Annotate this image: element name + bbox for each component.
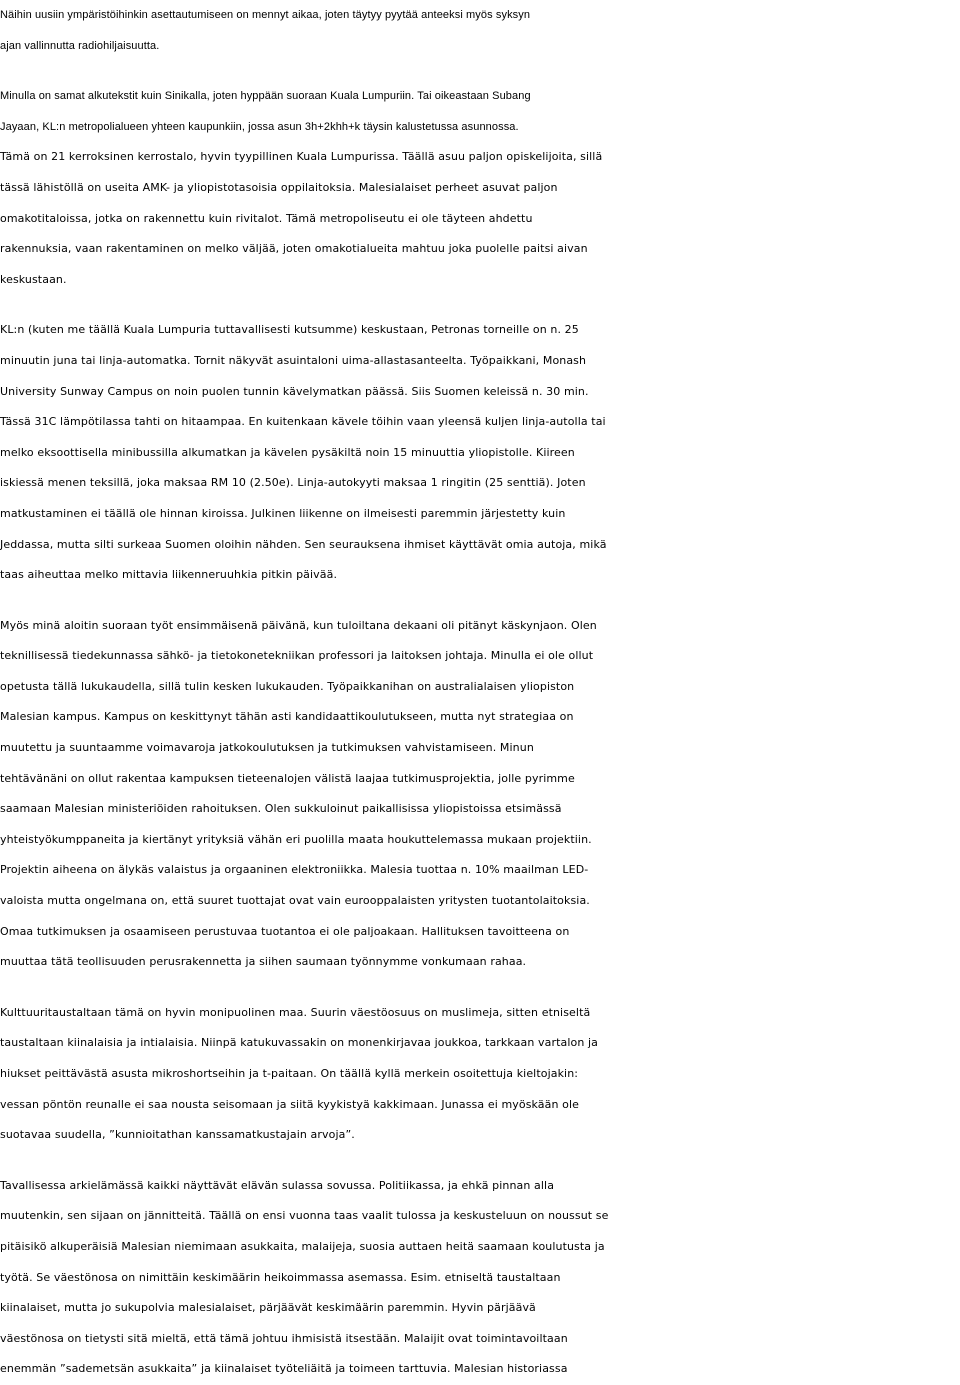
text-line: Omaa tutkimuksen ja osaamiseen perustuvaa tuotantoa ei ole paljoakaan. Hallituksen tavoitteena on — [0, 924, 570, 938]
text-line: KL:n (kuten me täällä Kuala Lumpuria tuttavallisesti kutsumme) keskustaan, Petronas torneille on n. 25 — [0, 323, 579, 337]
text-line: hiukset peittävästä asusta mikroshortseihin ja t-paitaan. On täällä kyllä merkein osoitettuja kieltojakin: — [0, 1067, 579, 1080]
text-line: melko eksoottisella minibussilla alkumatkan ja kävelen pysäkiltä noin 15 minuuttia yliopistolle. Kiireen — [0, 445, 575, 459]
text-line: iskiessä menen teksillä, joka maksaa RM 10 (2.50e). Linja-autokyyti maksaa 1 ringitin (25 senttiä). Joten — [0, 476, 586, 490]
text-line: taas aiheuttaa melko mittavia liikenneruuhkia pitkin päivää. — [0, 568, 338, 582]
text-line: keskustaan. — [0, 272, 67, 286]
text-line: Näihin uusiin ympäristöihinkin asettautumiseen on mennyt aikaa, joten täytyy pyytää anteeksi myös syksyn — [0, 9, 531, 21]
text-line: Minulla on samat alkutekstit kuin Sinikalla, joten hyppään suoraan Kuala Lumpuriin. Tai oikeastaan Subang — [0, 90, 531, 103]
text-line: ajan vallinnutta radiohiljaisuutta. — [0, 39, 160, 52]
text-line: Jeddassa, mutta silti surkeaa Suomen oloihin nähden. Sen seurauksena ihmiset käyttävät omia autoja, mikä — [0, 537, 607, 551]
text-line: Kulttuuritaustaltaan tämä on hyvin monipuolinen maa. Suurin väestöosuus on muslimeja, sitten etniseltä — [0, 1005, 591, 1019]
paragraph-work — [0, 611, 960, 978]
paragraph-culture — [0, 998, 960, 1151]
text-line: Malesian kampus. Kampus on keskittynyt tähän asti kandidaattikoulutukseen, mutta nyt strategiaa on — [0, 710, 574, 724]
text-line: rakennuksia, vaan rakentaminen on melko väljää, joten omakotialueita mahtuu joka puolelle paitsi aivan — [0, 242, 588, 256]
text-line: omakotitaloissa, jotka on rakennettu kuin rivitalot. Tämä metropoliseutu ei ole täyteen ahdettu — [0, 211, 533, 225]
text-line: valoista mutta ongelmana on, että suuret tuottajat ovat vain eurooppalaisten yritysten tuotantolaitoksia. — [0, 894, 590, 908]
text-line: Tämä on 21 kerroksinen kerrostalo, hyvin tyypillinen Kuala Lumpurissa. Täällä asuu paljon opiskelijoita, sillä — [0, 150, 603, 164]
text-line: Projektin aiheena on älykäs valaistus ja orgaaninen elektroniikka. Malesia tuottaa n. 10% maailman LED- — [0, 863, 589, 877]
paragraph-intro — [0, 0, 960, 61]
text-line: pitäisikö alkuperäisiä Malesian niemimaan asukkaita, malaijeja, suosia auttaen heitä saamaan koulutusta ja — [0, 1239, 605, 1253]
text-line: teknillisessä tiedekunnassa sähkö- ja tietokonetekniikan professori ja laitoksen johtaja. Minulla ei ole ollut — [0, 649, 594, 663]
text-line: Myös minä aloitin suoraan työt ensimmäisenä päivänä, kun tuloiltana dekaani oli pitänyt käskynjaon. Olen — [0, 618, 597, 632]
paragraph-commute — [0, 315, 960, 590]
text-line: Tässä 31C lämpötilassa tahti on hitaampaa. En kuitenkaan kävele töihin vaan yleensä kuljen linja-autolla tai — [0, 415, 606, 429]
text-line: työtä. Se väestönosa on nimittäin keskimäärin heikoimmassa asemassa. Esim. etniseltä taustaltaan — [0, 1270, 561, 1284]
text-line: taustaltaan kiinalaisia ja intialaisia. Niinpä katukuvassakin on monenkirjavaa joukkoa, tarkkaan vartalon ja — [0, 1036, 598, 1050]
text-line: kiinalaiset, mutta jo sukupolvia malesialaiset, pärjäävät keskimäärin paremmin. Hyvin pärjäävä — [0, 1301, 536, 1315]
text-line: opetusta tällä lukukaudella, sillä tulin kesken lukukauden. Työpaikkanihan on australialaisen yliopiston — [0, 679, 575, 693]
text-line: tehtävänäni on ollut rakentaa kampuksen tieteenalojen välistä laajaa tutkimusprojektia, jolle pyrimme — [0, 771, 575, 785]
text-line: muutenkin, sen sijaan on jännitteitä. Täällä on ensi vuonna taas vaalit tulossa ja keskusteluun on noussut se — [0, 1209, 609, 1223]
text-line: minuutin juna tai linja-automatka. Tornit näkyvät asuintaloni uima-allastasanteelta. Työpaikkani, Monash — [0, 353, 587, 367]
text-line: yhteistyökumppaneita ja kiertänyt yrityksiä vähän eri puolilla maata houkuttelemassa mukaan projektiin. — [0, 832, 592, 846]
text-line: saamaan Malesian ministeriöiden rahoituksen. Olen sukkuloinut paikallisissa yliopistoissa etsimässä — [0, 802, 562, 816]
text-line: University Sunway Campus on noin puolen tunnin kävelymatkan päässä. Siis Suomen keleissä n. 30 min. — [0, 384, 589, 398]
text-line: enemmän ”sademetsän asukkaita” ja kiinalaiset työteliäitä ja toimeen tarttuvia. Malesian historiassa — [0, 1362, 568, 1376]
text-line: muutettu ja suuntaamme voimavaroja jatkokoulutuksen ja tutkimuksen vahvistamiseen. Minun — [0, 741, 534, 755]
text-line: Jayaan, KL:n metropolialueen yhteen kaupunkiin, jossa asun 3h+2khh+k täysin kalustetussa asunnossa. — [0, 120, 519, 133]
paragraph-politics — [0, 1171, 960, 1385]
text-line: Tavallisessa arkielämässä kaikki näyttävät elävän sulassa sovussa. Politiikassa, ja ehkä pinnan alla — [0, 1178, 555, 1192]
text-line: matkustaminen ei täällä ole hinnan kiroissa. Julkinen liikenne on ilmeisesti paremmin järjestetty kuin — [0, 506, 566, 520]
paragraph-housing — [0, 81, 960, 295]
text-line: vessan pöntön reunalle ei saa nousta seisomaan ja siitä kyykistyä kakkimaan. Junassa ei myöskään ole — [0, 1097, 580, 1111]
text-line: väestönosa on tietysti sitä mieltä, että tämä johtuu ihmisistä itsestään. Malaijit ovat toimintavoiltaan — [0, 1331, 568, 1345]
text-line: tässä lähistöllä on useita AMK- ja yliopistotasoisia oppilaitoksia. Malesialaiset perheet asuvat paljon — [0, 180, 558, 194]
text-line: suotavaa suudella, ”kunnioitathan kanssamatkustajain arvoja”. — [0, 1128, 355, 1142]
text-line: muuttaa tätä teollisuuden perusrakennetta ja siihen saumaan työnnymme vonkumaan rahaa. — [0, 955, 527, 969]
